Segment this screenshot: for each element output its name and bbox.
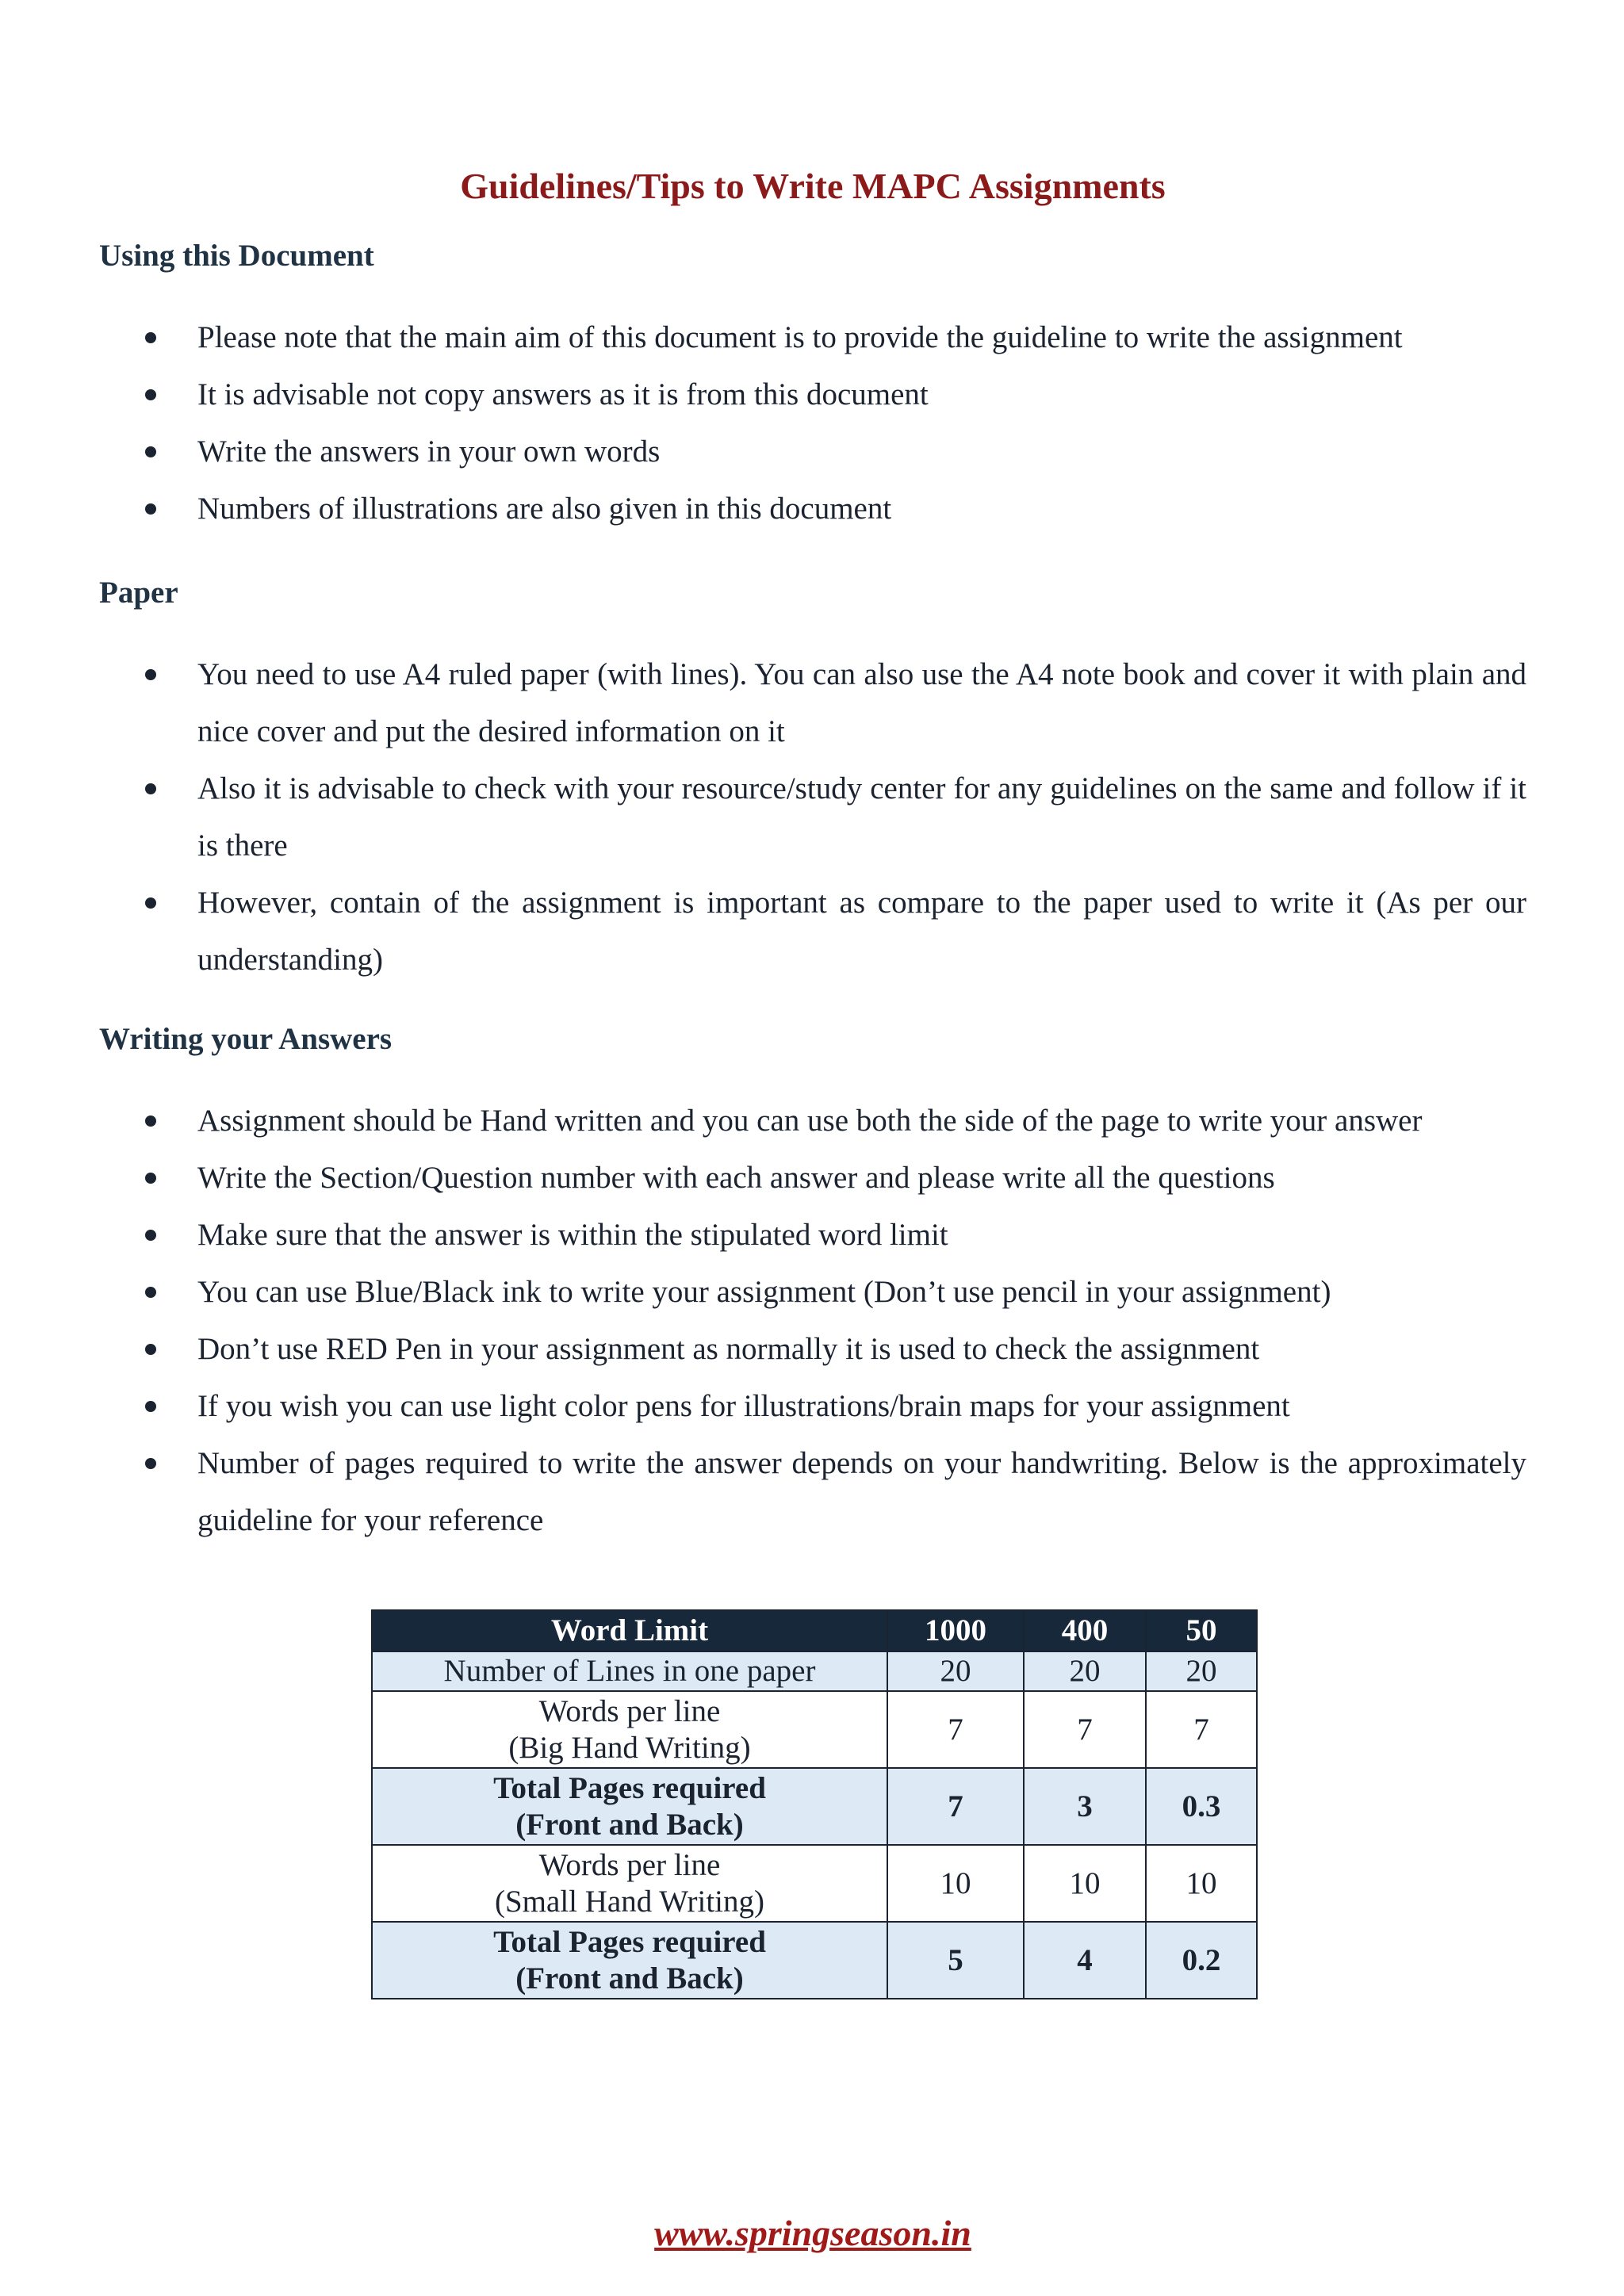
footer-website-link[interactable]: www.springseason.in [654,2213,971,2253]
table-cell: 7 [1146,1691,1257,1768]
table-cell: 0.2 [1146,1922,1257,1999]
list-item: Make sure that the answer is within the stipulated word limit [99,1207,1526,1264]
table-row [372,1691,1257,1768]
bullet-icon [145,1230,156,1241]
table-cell: Total Pages required (Front and Back) [372,1922,887,1999]
table-cell: 0.3 [1146,1768,1257,1845]
list-item: If you wish you can use light color pens for illustrations/brain maps for your assignment [99,1378,1526,1435]
table-row [372,1922,1257,1999]
bullet-list-using-this-document [99,309,1526,538]
table-cell: 10 [887,1845,1024,1922]
table-row [372,1651,1257,1691]
bullet-icon [145,389,156,400]
bullet-list-writing-your-answers [99,1093,1526,1549]
bullet-icon [145,1401,156,1412]
table-cell: 7 [1024,1691,1146,1768]
table-row [372,1845,1257,1922]
section-heading-using-this-document: Using this Document [99,239,374,273]
table-cell: 4 [1024,1922,1146,1999]
table-cell: Number of Lines in one paper [372,1651,887,1691]
bullet-icon [145,1115,156,1127]
list-item: Please note that the main aim of this document is to provide the guideline to write the assignment [99,309,1526,366]
table-header-row [372,1610,1257,1651]
list-item: Write the answers in your own words [99,423,1526,480]
list-item: It is advisable not copy answers as it is from this document [99,366,1526,423]
table-cell: 7 [887,1691,1024,1768]
bullet-icon [145,1173,156,1184]
bullet-icon [145,446,156,457]
bullet-icon [145,1287,156,1298]
list-item: However, contain of the assignment is important as compare to the paper used to write it (As per our understanding) [99,874,1526,989]
table-cell: 20 [1146,1651,1257,1691]
bullet-icon [145,669,156,680]
bullet-icon [145,783,156,794]
list-item: Don’t use RED Pen in your assignment as normally it is used to check the assignment [99,1321,1526,1378]
table-cell: 20 [887,1651,1024,1691]
table-cell: 3 [1024,1768,1146,1845]
table-cell: Words per line (Small Hand Writing) [372,1845,887,1922]
bullet-icon [145,1458,156,1469]
table-row [372,1768,1257,1845]
list-item: You need to use A4 ruled paper (with lines). You can also use the A4 note book and cover it with plain and nice cover and put the desired information on it [99,646,1526,760]
table-cell: 7 [887,1768,1024,1845]
bullet-icon [145,1344,156,1355]
table-cell: Total Pages required (Front and Back) [372,1768,887,1845]
page-title: Guidelines/Tips to Write MAPC Assignments [460,166,1166,206]
table-cell: 10 [1024,1845,1146,1922]
table-cell: 10 [1146,1845,1257,1922]
table-header-cell: Word Limit [372,1610,887,1651]
bullet-icon [145,332,156,343]
document-page [99,0,1526,2296]
word-limit-table [371,1609,1258,1999]
list-item: You can use Blue/Black ink to write your assignment (Don’t use pencil in your assignment) [99,1264,1526,1321]
table-cell: Words per line (Big Hand Writing) [372,1691,887,1768]
table-cell: 5 [887,1922,1024,1999]
list-item: Write the Section/Question number with each answer and please write all the questions [99,1150,1526,1207]
section-heading-writing-your-answers: Writing your Answers [99,1022,393,1056]
section-heading-paper: Paper [99,576,178,610]
table-cell: 20 [1024,1651,1146,1691]
bullet-icon [145,897,156,909]
list-item: Number of pages required to write the answer depends on your handwriting. Below is the approximately guideline for your reference [99,1435,1526,1549]
list-item: Assignment should be Hand written and you can use both the side of the page to write your answer [99,1093,1526,1150]
list-item: Numbers of illustrations are also given in this document [99,480,1526,538]
bullet-icon [145,503,156,515]
table-header-cell: 1000 [887,1610,1024,1651]
table-header-cell: 400 [1024,1610,1146,1651]
list-item: Also it is advisable to check with your resource/study center for any guidelines on the same and follow if it is there [99,760,1526,874]
table-header-cell: 50 [1146,1610,1257,1651]
bullet-list-paper [99,646,1526,989]
